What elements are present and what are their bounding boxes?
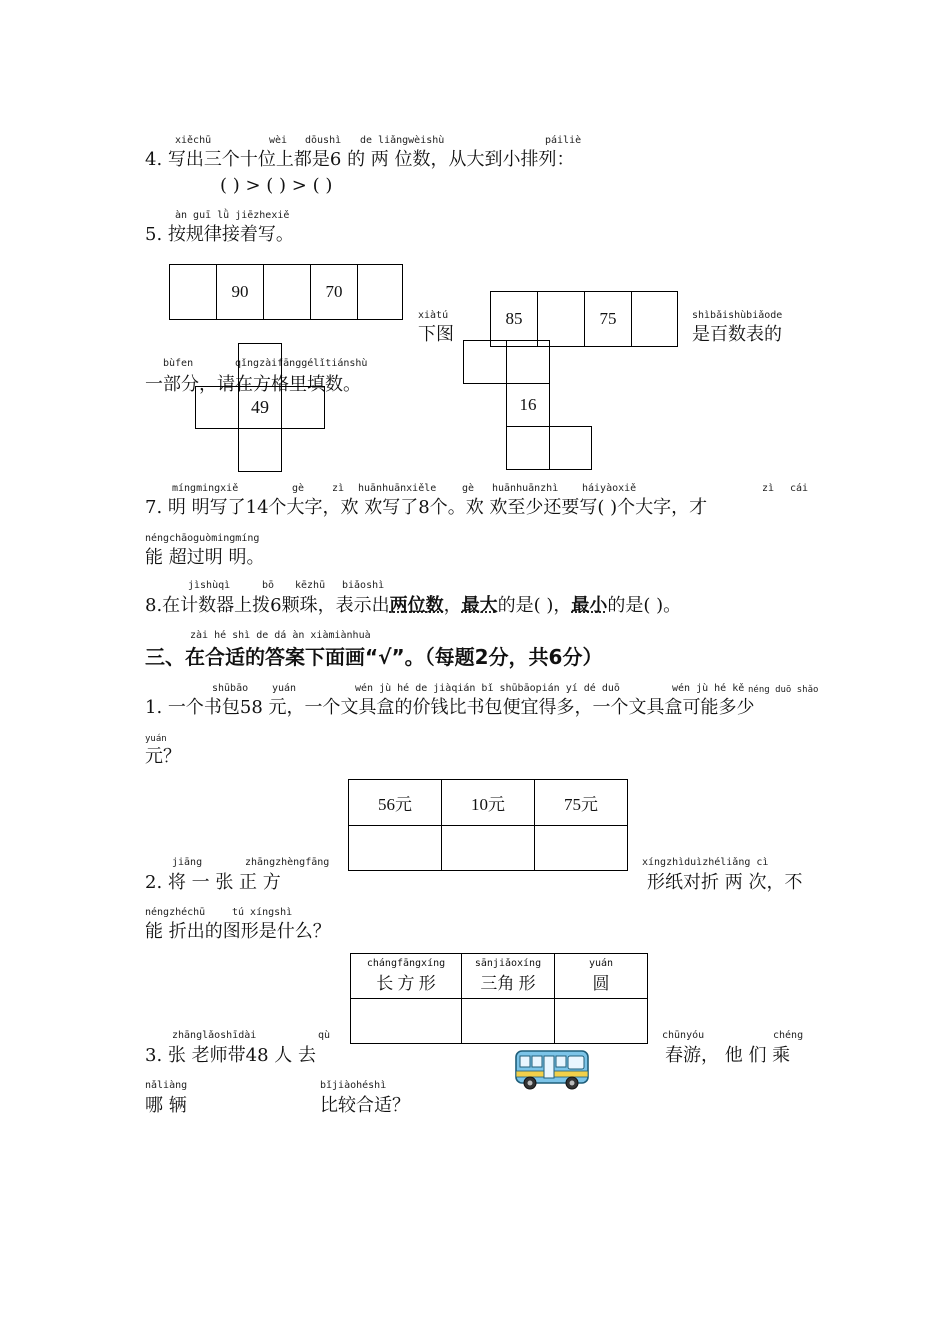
pinyin: zì <box>332 483 345 494</box>
pinyin: háiyàoxiě <box>582 483 637 494</box>
pinyin: yuán <box>272 683 297 694</box>
question-text: 5. 按规律接着写。 <box>145 224 294 245</box>
grid-cell[interactable] <box>463 340 507 384</box>
pinyin: néngchāoguòmingmíng <box>145 533 260 544</box>
option-label <box>554 953 648 999</box>
question-text: 下图 <box>418 324 454 345</box>
pinyin: páiliè <box>545 135 582 146</box>
pinyin: bùfen <box>163 358 194 369</box>
option-label: 10元 <box>441 779 535 826</box>
answer-cell[interactable] <box>350 998 462 1044</box>
pinyin: nǎliàng <box>145 1080 188 1091</box>
sequence-cell: 90 <box>216 264 264 320</box>
pinyin: yuán <box>588 958 614 969</box>
question-text: 春游， 他 们 乘 <box>665 1045 791 1066</box>
sequence-cell[interactable] <box>537 291 585 347</box>
grid-cell[interactable] <box>549 426 592 470</box>
sequence-cell[interactable] <box>357 264 403 320</box>
pinyin: cái <box>790 483 809 494</box>
pinyin: xíngzhìduìzhéliǎng cì <box>642 857 769 868</box>
question-text: 8.在计数器上拨6颗珠，表示出 <box>145 595 390 616</box>
option-label: 75元 <box>534 779 628 826</box>
answer-cell[interactable] <box>441 825 535 871</box>
question-line <box>145 591 681 617</box>
pinyin: yuán <box>145 734 167 744</box>
option-label <box>350 953 462 999</box>
grid-cell-given: 49 <box>238 386 282 429</box>
pinyin: zì <box>762 483 775 494</box>
grid-cell[interactable] <box>195 386 239 429</box>
pinyin: wèi <box>269 135 288 146</box>
pinyin: dōushì <box>305 135 342 146</box>
option-text: 三角 形 <box>480 974 536 993</box>
question-text: 3. 张 老师带48 人 去 <box>145 1045 316 1066</box>
answer-blanks[interactable]: ( ) > ( ) > ( ) <box>220 175 333 196</box>
answer-cell[interactable] <box>461 998 555 1044</box>
pinyin: zhānglǎoshīdài <box>172 1030 257 1041</box>
pinyin: chángfāngxíng <box>366 958 446 969</box>
grid-cell-given: 16 <box>506 383 550 427</box>
pinyin: xiěchū <box>175 135 212 146</box>
question-text: 是百数表的 <box>692 324 782 345</box>
question-text: 1. 一个书包58 元，一个文具盒的价钱比书包便宜得多，一个文具盒可能多少 <box>145 697 755 718</box>
grid-cell[interactable] <box>238 343 282 387</box>
option-label: 56元 <box>348 779 442 826</box>
pinyin: sānjiǎoxíng <box>474 958 542 969</box>
pinyin: bǐjiàohéshì <box>320 1080 387 1091</box>
pinyin: qù <box>318 1030 331 1041</box>
pinyin: chéng <box>773 1030 804 1041</box>
grid-cell[interactable] <box>238 428 282 472</box>
pinyin: chūnyóu <box>662 1030 705 1041</box>
pinyin: àn guī lǜ jiēzhexiě <box>175 210 290 221</box>
pinyin: wén jù hé de jiàqián bǐ shūbāopián yí dé duō <box>355 683 620 694</box>
sequence-cell[interactable] <box>631 291 678 347</box>
pinyin: huānhuānxiěle <box>358 483 437 494</box>
emphasis: 最大 <box>461 595 498 616</box>
question-text: 的是( )， <box>497 595 572 616</box>
answer-cell[interactable] <box>554 998 648 1044</box>
option-text: 长 方 形 <box>376 974 436 993</box>
emphasis: 两位数 <box>389 595 444 616</box>
pinyin: jìshùqì <box>188 580 231 591</box>
question-text: 2. 将 一 张 正 方 <box>145 872 281 893</box>
grid-cell[interactable] <box>281 386 325 429</box>
punctuation: ， <box>443 595 462 616</box>
question-text: 7. 明 明写了14个大字，欢 欢写了8个。欢 欢至少还要写( )个大字，才 <box>145 497 708 518</box>
pinyin: gè <box>462 483 475 494</box>
option-text: 圆 <box>592 974 610 993</box>
grid-cell[interactable] <box>506 426 550 470</box>
pinyin: biǎoshì <box>342 580 385 591</box>
answer-cell[interactable] <box>534 825 628 871</box>
pinyin: zài hé shì de dá àn xiàmiànhuà <box>190 630 371 641</box>
question-text: 能 折出的图形是什么？ <box>145 921 331 942</box>
question-text: 的是( )。 <box>607 595 682 616</box>
sequence-cell[interactable] <box>263 264 311 320</box>
pinyin: kēzhū <box>295 580 326 591</box>
pinyin: shìbǎishùbiǎode <box>692 310 783 321</box>
pinyin: néng duō shǎo <box>748 685 819 695</box>
pinyin: gè <box>292 483 305 494</box>
pinyin: míngmingxiě <box>172 483 239 494</box>
pinyin: qǐngzàifānggélǐtiánshù <box>235 358 368 369</box>
sequence-cell[interactable] <box>169 264 217 320</box>
pinyin: tú xíngshì <box>232 907 293 918</box>
option-label <box>461 953 555 999</box>
emphasis: 最小 <box>571 595 608 616</box>
pinyin: shūbāo <box>212 683 249 694</box>
question-text: 哪 辆 <box>145 1095 187 1116</box>
question-text: 4. 写出三个十位上都是6 的 两 位数，从大到小排列： <box>145 149 575 170</box>
pinyin: zhāngzhèngfāng <box>245 857 330 868</box>
pinyin: xiàtú <box>418 310 449 321</box>
answer-cell[interactable] <box>348 825 442 871</box>
question-text: 比较合适？ <box>320 1095 410 1116</box>
question-text: 元？ <box>145 746 181 767</box>
sequence-cell: 70 <box>310 264 358 320</box>
pinyin: jiāng <box>172 857 203 868</box>
section-title: 三、在合适的答案下面画“√”。（每题2分，共6分） <box>145 645 603 669</box>
question-text: 形纸对折 两 次，不 <box>647 872 803 893</box>
sequence-cell: 75 <box>584 291 632 347</box>
pinyin: néngzhéchū <box>145 907 206 918</box>
sequence-cell: 85 <box>490 291 538 347</box>
grid-cell[interactable] <box>506 340 550 384</box>
pinyin: wén jù hé kě <box>672 683 745 694</box>
question-text: 能 超过明 明。 <box>145 547 265 568</box>
bus-icon <box>510 1047 592 1091</box>
pinyin: bō <box>262 580 275 591</box>
pinyin: huānhuānzhì <box>492 483 559 494</box>
pinyin: de liǎngwèishù <box>360 135 445 146</box>
question-text: 一部分，请在方格里填数。 <box>145 374 361 395</box>
